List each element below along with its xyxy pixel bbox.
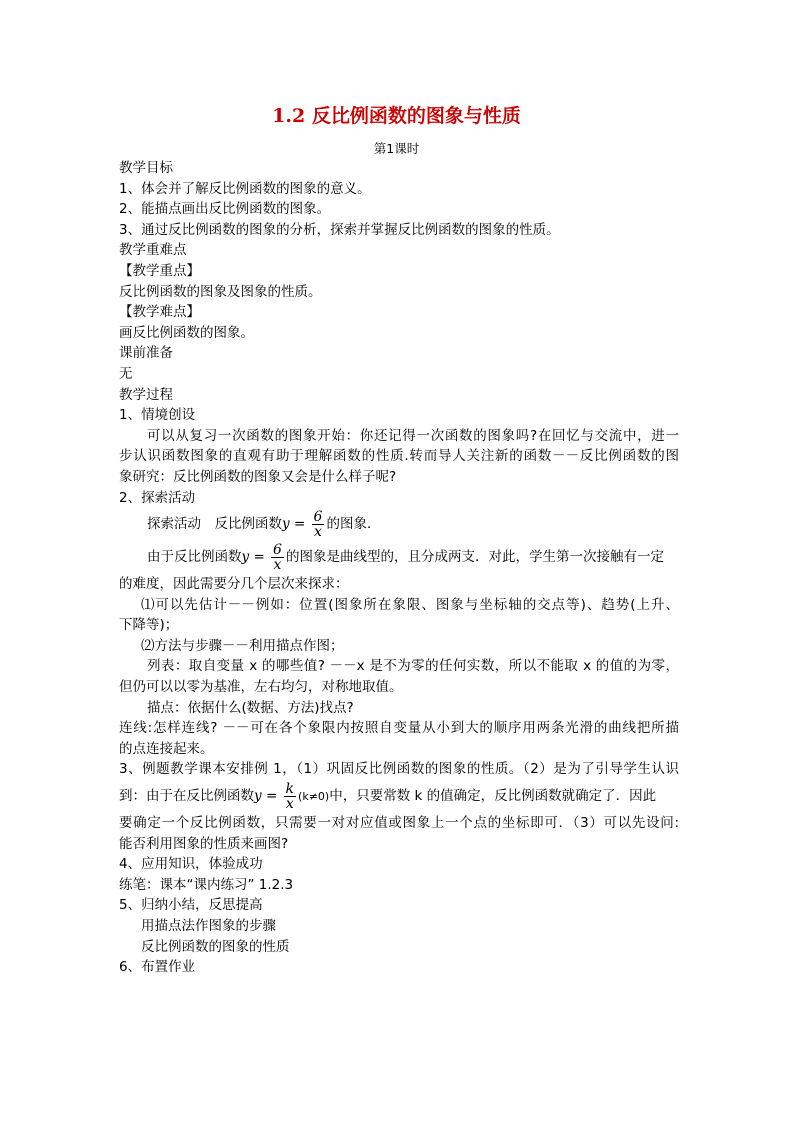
- table-step-line-1: 列表：取自变量 x 的哪些值? －－x 是不为零的任何实数，所以不能取 x 的值的为零，: [147, 658, 679, 675]
- preparation-text: 无: [119, 365, 133, 382]
- explore-activity-line: [119, 508, 679, 541]
- connect-line-2: 的点连接起来。: [119, 740, 214, 757]
- step-4-heading: 4、应用知识，体验成功: [119, 856, 263, 873]
- table-step-line-2: 但仍可以以零为基准，左右均匀，对称地取值。: [119, 679, 403, 696]
- step-6-heading: 6、布置作业: [119, 959, 196, 976]
- heading-preparation: 课前准备: [119, 345, 173, 362]
- heading-objectives: 教学目标: [119, 160, 173, 176]
- objective-3: 3、通过反比例函数的图象的分析，探索并掌握反比例函数的图象的性质。: [119, 221, 560, 238]
- practice-line: 练笔：课本“课内练习” 1.2.3: [119, 876, 294, 893]
- connect-line-1: 连线:怎样连线? －－可在各个象限内按照自变量从小到大的顺序用两条光滑的曲线把所描: [119, 720, 679, 737]
- objective-2: 2、能描点画出反比例函数的图象。: [119, 201, 331, 218]
- heading-process: 教学过程: [119, 386, 173, 403]
- step-1-text-line-1: 可以从复习一次函数的图象开始：你还记得一次函数的图象吗?在回忆与交流中，进一: [147, 427, 679, 444]
- explore-activity-suffix: 的图象．: [326, 516, 381, 533]
- document-body: [119, 158, 679, 978]
- heading-key-points: 【教学重点】: [119, 262, 200, 279]
- document-title: 1.2 反比例函数的图象与性质: [272, 105, 521, 127]
- summary-item-2: 反比例函数的图象的性质: [141, 938, 290, 955]
- step-1-text-line-2: 步认识函数图象的直观有助于理解函数的性质.转而导人关注新的函数－－反比例函数的图: [119, 448, 679, 465]
- formula-y-6-over-x-2: y = $\frac{6}{x}$: [241, 541, 282, 573]
- step-5-heading: 5、归纳小结，反思提高: [119, 897, 263, 914]
- estimate-line-2: 下降等)；: [119, 617, 179, 634]
- plot-points-line: 描点：依据什么(数据、方法)找点?: [147, 699, 354, 716]
- lesson-number: 第1课时: [373, 141, 420, 156]
- example-line-1: 3、例题教学课本安排例 1，（1）巩固反比例函数的图象的性质。（2）是为了引导学生认识: [119, 761, 679, 778]
- heading-key-difficult: 教学重难点: [119, 242, 187, 259]
- formula-y-k-over-x: y = $\frac{k}{x}$: [254, 780, 295, 812]
- formula-y-6-over-x-1: y = $\frac{6}{x}$: [282, 508, 323, 540]
- method-steps-line: ⑵方法与步骤－－利用描点作图；: [141, 637, 344, 654]
- step-2-heading: 2、探索活动: [119, 489, 196, 506]
- difficult-point-text: 画反比例函数的图象。: [119, 324, 254, 341]
- step-1-heading: 1、情境创设: [119, 407, 196, 424]
- example-line-4: 能否利用图象的性质来画图?: [119, 835, 289, 852]
- key-point-text: 反比例函数的图象及图象的性质。: [119, 283, 322, 300]
- objective-1: 1、体会并了解反比例函数的图象的意义。: [119, 180, 371, 197]
- summary-item-1: 用描点法作图象的步骤: [141, 918, 276, 934]
- estimate-line-1: ⑴可以先估计－－例如：位置(图象所在象限、图象与坐标轴的交点等)、趋势(上升、: [141, 596, 679, 613]
- explore-activity-label: 探索活动 反比例函数: [147, 516, 282, 533]
- example-line-3: 要确定一个反比例函数，只需要一对对应值或图象上一个点的坐标即可．（3）可以先设问:: [119, 815, 679, 832]
- difficulty-line: 的难度，因此需要分几个层次来探求：: [119, 576, 349, 593]
- heading-difficult-points: 【教学难点】: [119, 304, 200, 321]
- example-line-2: 到：由于在反比例函数y = $\frac{k}{x}$ (k≠0)中，只要常数 k 的值确定，反比例函数就确定了．因此: [119, 780, 657, 812]
- curve-description-line: 由于反比例函数y = $\frac{6}{x}$ 的图象是曲线型的，且分成两支．对此，学生第一次接触有一定: [147, 541, 664, 573]
- step-1-text-line-3: 象研究：反比例函数的图象又会是什么样子呢?: [119, 468, 397, 485]
